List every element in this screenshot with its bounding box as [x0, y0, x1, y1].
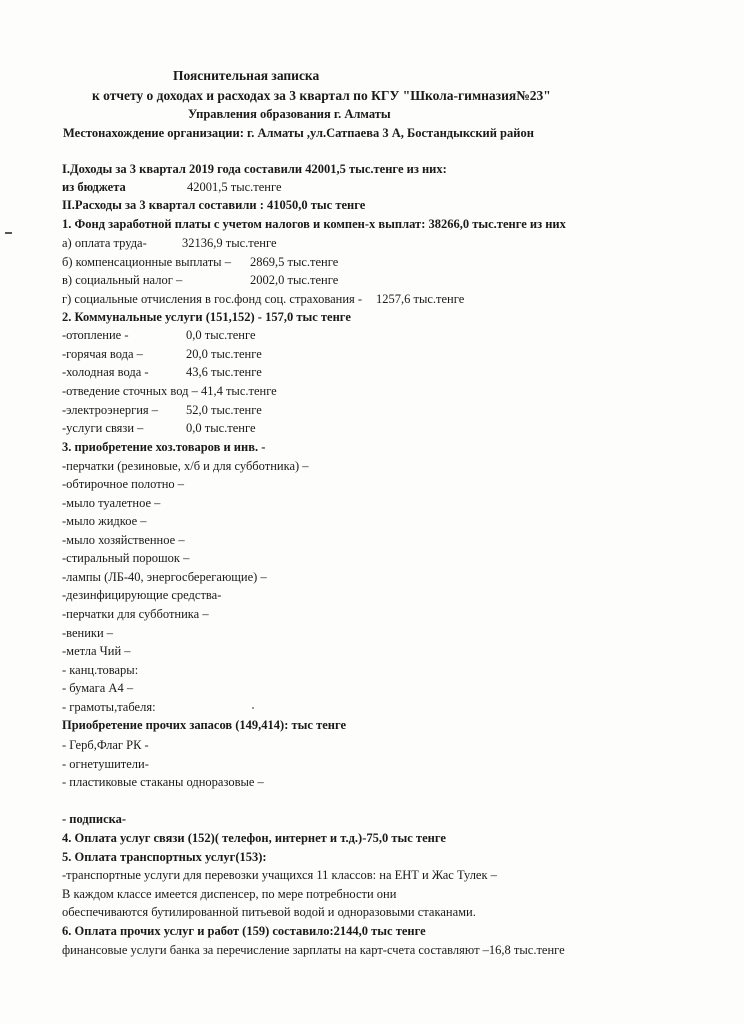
household-item: -перчатки для субботника –	[62, 607, 209, 621]
household-item: - канц.товары:	[62, 663, 139, 677]
utilities-row-value: 0,0 тыс.тенге	[186, 421, 256, 435]
department-line: Управления образования г. Алматы	[188, 107, 391, 121]
household-item: -дезинфицирующие средства-	[62, 588, 222, 602]
household-item: -мыло хозяйственное –	[62, 533, 185, 547]
household-item: - бумага А4 –	[62, 681, 134, 695]
transport-line: В каждом классе имеется диспенсер, по мере потребности они	[62, 887, 397, 901]
payroll-row-value: 32136,9 тыс.тенге	[182, 236, 277, 250]
income-budget-label: из бюджета	[62, 180, 126, 194]
expenses-heading: II.Расходы за 3 квартал составили : 41050,0 тыс тенге	[62, 198, 366, 212]
utilities-heading: 2. Коммунальные услуги (151,152) - 157,0 тыс тенге	[62, 310, 351, 324]
payroll-heading: 1. Фонд заработной платы с учетом налогов и компен-х выплат: 38266,0 тыс.тенге из них	[62, 217, 566, 231]
utilities-row-label: -услуги связи –	[62, 421, 144, 435]
other-services-heading: 6. Оплата прочих услуг и работ (159) составило:2144,0 тыс тенге	[62, 924, 426, 938]
utilities-row-value: 20,0 тыс.тенге	[186, 347, 262, 361]
other-supplies-heading: Приобретение прочих запасов (149,414): тыс тенге	[62, 718, 347, 732]
utilities-row-value: 43,6 тыс.тенге	[186, 365, 262, 379]
other-services-line: финансовые услуги банка за перечисление зарплаты на карт-счета составляют –16,8 тыс.тенге	[62, 943, 565, 957]
household-heading: 3. приобретение хоз.товаров и инв. -	[62, 440, 266, 454]
household-item: -метла Чий –	[62, 644, 131, 658]
utilities-row-label: -холодная вода -	[62, 365, 149, 379]
payroll-row-value: 1257,6 тыс.тенге	[376, 292, 465, 306]
other-supplies-item: - Герб,Флаг РК -	[62, 738, 149, 752]
household-item: -перчатки (резиновые, х/б и для субботника) –	[62, 459, 309, 473]
other-supplies-item: - огнетушители-	[62, 757, 149, 771]
household-item: -мыло жидкое –	[62, 514, 147, 528]
utilities-row-value: 0,0 тыс.тенге	[186, 328, 256, 342]
utilities-row-label: -отопление -	[62, 328, 129, 342]
transport-line: -транспортные услуги для перевозки учащихся 11 классов: на ЕНТ и Жас Тулек –	[62, 868, 497, 882]
utilities-row-value: 52,0 тыс.тенге	[186, 403, 262, 417]
payroll-row-label: г) социальные отчисления в гос.фонд соц. страхования -	[62, 292, 363, 306]
transport-line: обеспечиваются бутилированной питьевой водой и одноразовыми стаканами.	[62, 905, 476, 919]
payroll-row-label: а) оплата труда-	[62, 236, 147, 250]
household-item: -лампы (ЛБ-40, энергосберегающие) –	[62, 570, 267, 584]
communication-heading: 4. Оплата услуг связи (152)( телефон, интернет и т.д.)-75,0 тыс тенге	[62, 831, 446, 845]
utilities-row-label: -отведение сточных вод – 41,4 тыс.тенге	[62, 384, 277, 398]
document-subtitle: к отчету о доходах и расходах за 3 квартал по КГУ "Школа-гимназия№23"	[92, 88, 551, 103]
household-item: -мыло туалетное –	[62, 496, 161, 510]
scan-mark	[5, 232, 12, 234]
payroll-row-value: 2002,0 тыс.тенге	[250, 273, 339, 287]
utilities-row-label: -горячая вода –	[62, 347, 143, 361]
household-item: -обтирочное полотно –	[62, 477, 185, 491]
income-heading: I.Доходы за 3 квартал 2019 года составили 42001,5 тыс.тенге из них:	[62, 162, 447, 176]
household-item: -веники –	[62, 626, 114, 640]
utilities-row-label: -электроэнергия –	[62, 403, 159, 417]
payroll-row-value: 2869,5 тыс.тенге	[250, 255, 339, 269]
location-line: Местонахождение организации: г. Алматы ,ул.Сатпаева 3 А, Бостандыкский район	[63, 126, 534, 140]
scan-mark	[252, 707, 254, 709]
other-supplies-item: - пластиковые стаканы одноразовые –	[62, 775, 264, 789]
transport-heading: 5. Оплата транспортных услуг(153):	[62, 850, 267, 864]
household-item: -стиральный порошок –	[62, 551, 190, 565]
income-budget-value: 42001,5 тыс.тенге	[187, 180, 282, 194]
document-title: Пояснительная записка	[173, 68, 320, 83]
household-item: - грамоты,табеля:	[62, 700, 156, 714]
payroll-row-label: б) компенсационные выплаты –	[62, 255, 231, 269]
payroll-row-label: в) социальный налог –	[62, 273, 183, 287]
subscription-item: - подписка-	[62, 812, 127, 826]
